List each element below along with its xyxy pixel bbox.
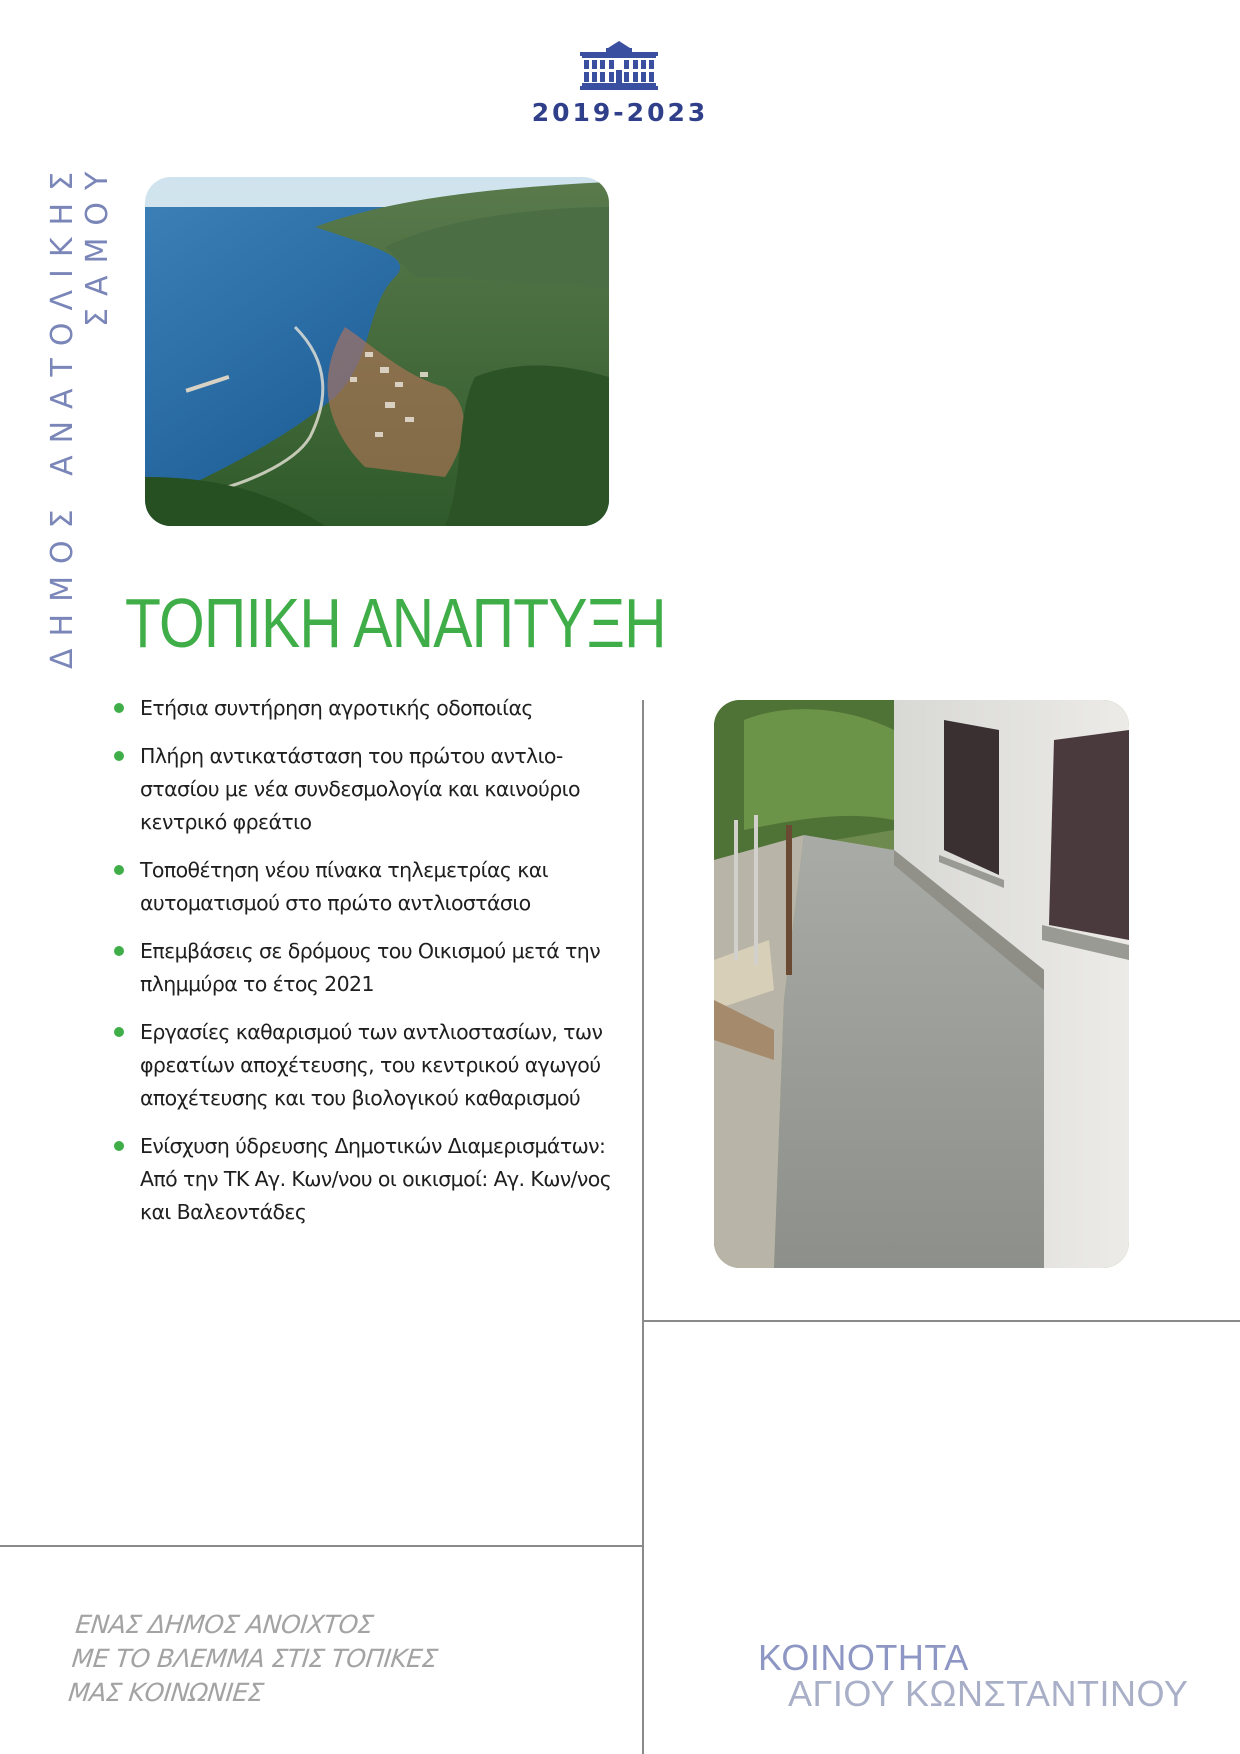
- section-title: ΤΟΠΙΚΗ ΑΝΑΠΤΥΞΗ: [125, 584, 666, 662]
- building-icon: [578, 40, 660, 92]
- bullet-icon: [114, 751, 124, 761]
- list-item: Επεμβάσεις σε δρόμους του Οικισμού μετά την πλημμύρα το έτος 2021: [112, 935, 612, 1001]
- horizontal-divider-left: [0, 1545, 643, 1547]
- bullet-icon: [114, 1027, 124, 1037]
- community-label: ΚΟΙΝΟΤΗΤΑ: [758, 1637, 969, 1678]
- coastal-village-photo: [145, 177, 609, 526]
- concrete-walkway-photo: [714, 700, 1129, 1268]
- list-item: Ενίσχυση ύδρευσης Δημοτικών Διαμερισμάτων: Από την ΤΚ Αγ. Κων/νου οι οικισμοί: Αγ. Κων/νος και Βαλεοντάδες: [112, 1130, 612, 1229]
- list-item: Τοποθέτηση νέου πίνακα τηλεμετρίας και αυτοματισμού στο πρώτο αντλιοστάσιο: [112, 854, 612, 920]
- bullet-icon: [114, 946, 124, 956]
- list-item: Πλήρη αντικατάσταση του πρώτου αντλιο-στασίου με νέα συνδεσμολογία και καινούριο κεντρικό φρεάτιο: [112, 740, 612, 839]
- list-item: Εργασίες καθαρισμού των αντλιοστασίων, των φρεατίων αποχέτευσης, του κεντρικού αγωγού αποχέτευσης και του βιολογικού καθαρισμού: [112, 1016, 612, 1115]
- bullet-icon: [114, 865, 124, 875]
- slogan: [67, 1608, 443, 1710]
- community-name: ΑΓΙΟΥ ΚΩΝΣΤΑΝΤΙΝΟΥ: [788, 1673, 1189, 1714]
- slogan-line: ΜΑΣ ΚΟΙΝΩΝΙΕΣ: [66, 1678, 265, 1707]
- works-list: [112, 692, 612, 1244]
- horizontal-divider-right: [643, 1320, 1240, 1322]
- term-years: 2019-2023: [531, 98, 709, 127]
- list-item: Ετήσια συντήρηση αγροτικής οδοποιίας: [112, 692, 612, 725]
- slogan-line: ΜΕ ΤΟ ΒΛΕΜΜΑ ΣΤΙΣ ΤΟΠΙΚΕΣ: [70, 1644, 439, 1673]
- bullet-icon: [114, 703, 124, 713]
- vertical-divider: [642, 700, 644, 1754]
- slogan-line: ΕΝΑΣ ΔΗΜΟΣ ΑΝΟΙΧΤΟΣ: [74, 1610, 375, 1639]
- bullet-icon: [114, 1141, 124, 1151]
- municipality-name: ΔΗΜΟΣ ΑΝΑΤΟΛΙΚΗΣ ΣΑΜΟΥ: [45, 160, 115, 670]
